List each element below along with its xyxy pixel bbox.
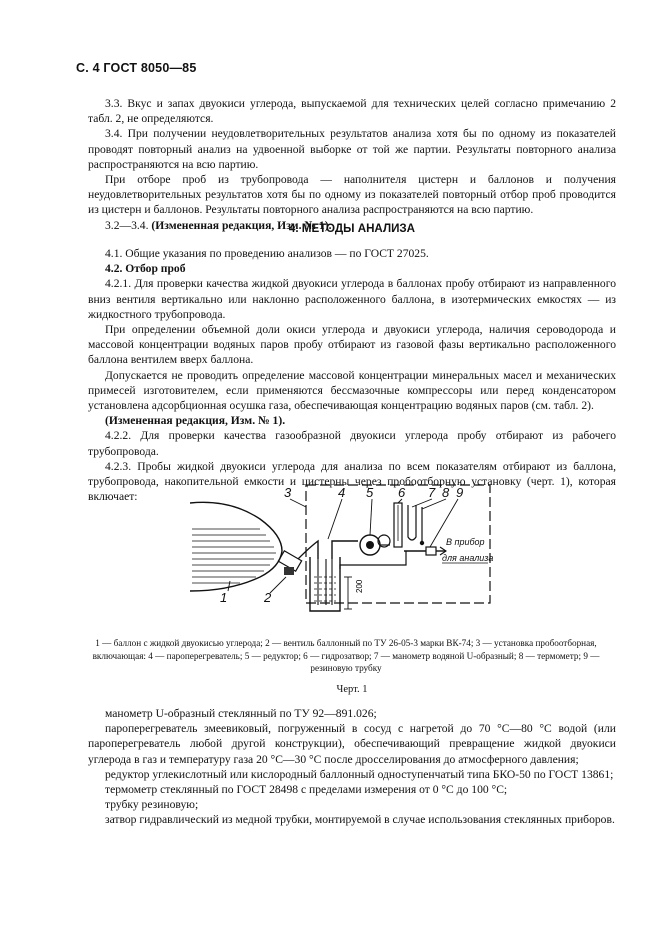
- list-item: затвор гидравлический из медной трубки, монтируемой в случае использования стеклянных приборов.: [105, 813, 615, 827]
- paragraph-4-2-1: 4.2.1. Для проверки качества жидкой двуокиси углерода в баллонах пробу отбирают из направленного вниз вентиля вертикально или наклонно расположенного баллона, в изотермических емкостях — из жидкостного трубопровода.: [88, 277, 616, 321]
- list-item: редуктор углекислотный или кислородный баллонный одноступенчатый типа БКО-50 по ГОСТ 13861;: [105, 767, 614, 781]
- paragraph-3-3: 3.3. Вкус и запах двуокиси углерода, выпускаемой для технических целей согласно примечанию 2 табл. 2, не определяются.: [88, 97, 616, 126]
- paragraph-4-2-2: 4.2.2. Для проверки качества газообразной двуокиси углерода пробу отбирают из рабочего трубопровода.: [88, 429, 616, 458]
- leader-lines: [228, 499, 458, 593]
- page-header: С. 4 ГОСТ 8050—85: [76, 61, 197, 75]
- amendment-note-2: (Измененная редакция, Изм. № 1).: [105, 414, 286, 428]
- paragraph-4-1: 4.1. Общие указания по проведению анализов — по ГОСТ 27025.: [105, 247, 429, 260]
- label-2: 2: [264, 590, 272, 605]
- label-8: 8: [442, 485, 450, 500]
- label-1: 1: [220, 590, 228, 605]
- valve-icon: [278, 551, 301, 575]
- list-item: термометр стеклянный по ГОСТ 28498 с пределами измерения от 0 °С до 100 °С;: [105, 783, 508, 797]
- sampling-apparatus-diagram: [190, 481, 500, 613]
- paragraph-4-2-heading: 4.2. Отбор проб: [105, 262, 186, 276]
- to-device-label-line2: для анализа: [442, 553, 494, 563]
- paragraph-allowed: Допускается не проводить определение массовой концентрации минеральных масел и механических примесей изготовителем, если применяются бессмазочные компрессоры или перед конденсатором установлена адсорбционная осушка газа, обеспечивающая концентрацию водяных паров (см. табл. 2).: [88, 368, 616, 413]
- amendment-prefix: 3.2—3.4.: [105, 218, 149, 232]
- cylinder-icon: [190, 502, 282, 591]
- section-title: 4. МЕТОДЫ АНАЛИЗА: [288, 222, 416, 235]
- paragraph-volume: При определении объемной доли окиси углерода и двуокиси углерода, наличия сероводорода и массовой концентрации водяных паров пробу отбирают из газовой фазы вертикально расположенного баллона вентилем вверх баллона.: [88, 323, 616, 367]
- paragraph-pipeline: При отборе проб из трубопровода — наполнителя цистерн и баллонов и получения неудовлетворительных результатов хотя бы по одному из показателей повторный отбор проб проводится из цистерн и баллонов. Результаты повторного анализа распространяются на всю партию.: [88, 173, 616, 217]
- label-6: 6: [398, 485, 406, 500]
- to-device-label-line1: В прибор: [446, 537, 485, 547]
- figure-number: Черт. 1: [336, 684, 368, 695]
- u-manometer-icon: [408, 505, 416, 540]
- text-block-section-4: [88, 246, 616, 504]
- list-item: трубку резиновую;: [105, 798, 199, 812]
- bypass-pipe: [340, 551, 406, 569]
- label-9: 9: [456, 485, 464, 500]
- label-5: 5: [366, 485, 374, 500]
- label-4: 4: [338, 485, 346, 500]
- text-block-clauses-3: [88, 96, 616, 233]
- list-item: манометр U-образный стеклянный по ТУ 92—891.026;: [105, 707, 377, 720]
- reducer-gauge-icon: [360, 535, 390, 555]
- reducer-pipe: [332, 541, 358, 559]
- paragraph-3-4: 3.4. При получении неудовлетворительных результатов анализа хотя бы по одному из показателей проводят повторный анализ на удвоенной выборке от той же партии. Результаты повторного анализа распространяются на всю партию.: [88, 127, 616, 171]
- thermometer-icon: [420, 507, 424, 545]
- hydrolock-icon: [394, 503, 402, 547]
- amendment-text: (Измененная редакция, Изм. № 1).: [151, 218, 332, 232]
- label-3: 3: [284, 485, 292, 500]
- inlet-pipe: [298, 541, 318, 559]
- dimension-marker: [344, 577, 364, 609]
- paragraph-4-2-3: 4.2.3. Пробы жидкой двуокиси углерода для анализа по всем показателям отбирают из баллона, трубопровода, накопительной емкости и цистерны через пробоотборную установку (черт. 1), которая включает:: [88, 459, 616, 504]
- dimension-label: 200: [355, 579, 364, 593]
- label-7: 7: [428, 485, 436, 500]
- equipment-list: [88, 706, 616, 828]
- rubber-tube-icon: [404, 547, 446, 555]
- list-item: пароперегреватель змеевиковый, погруженный в сосуд с нагретой до 70 °С—80 °С водой (или пароперегреватель любой другой конструкции), обеспечивающий превращение жидкой двуокиси углерода в газ и температуру газа 20 °С—30 °С после дросселирования до атмосферного давления;: [88, 722, 616, 766]
- figure-caption: 1 — баллон с жидкой двуокисью углерода; 2 — вентиль баллонный по ТУ 26-05-3 марки ВК-74; 3 — установка пробоотборная, включающая: 4 — пароперегреватель; 5 — редуктор; 6 — гидрозатвор; 7 — манометр водяной U-образный; 8 — термометр; 9 — резиновую трубку: [92, 638, 600, 673]
